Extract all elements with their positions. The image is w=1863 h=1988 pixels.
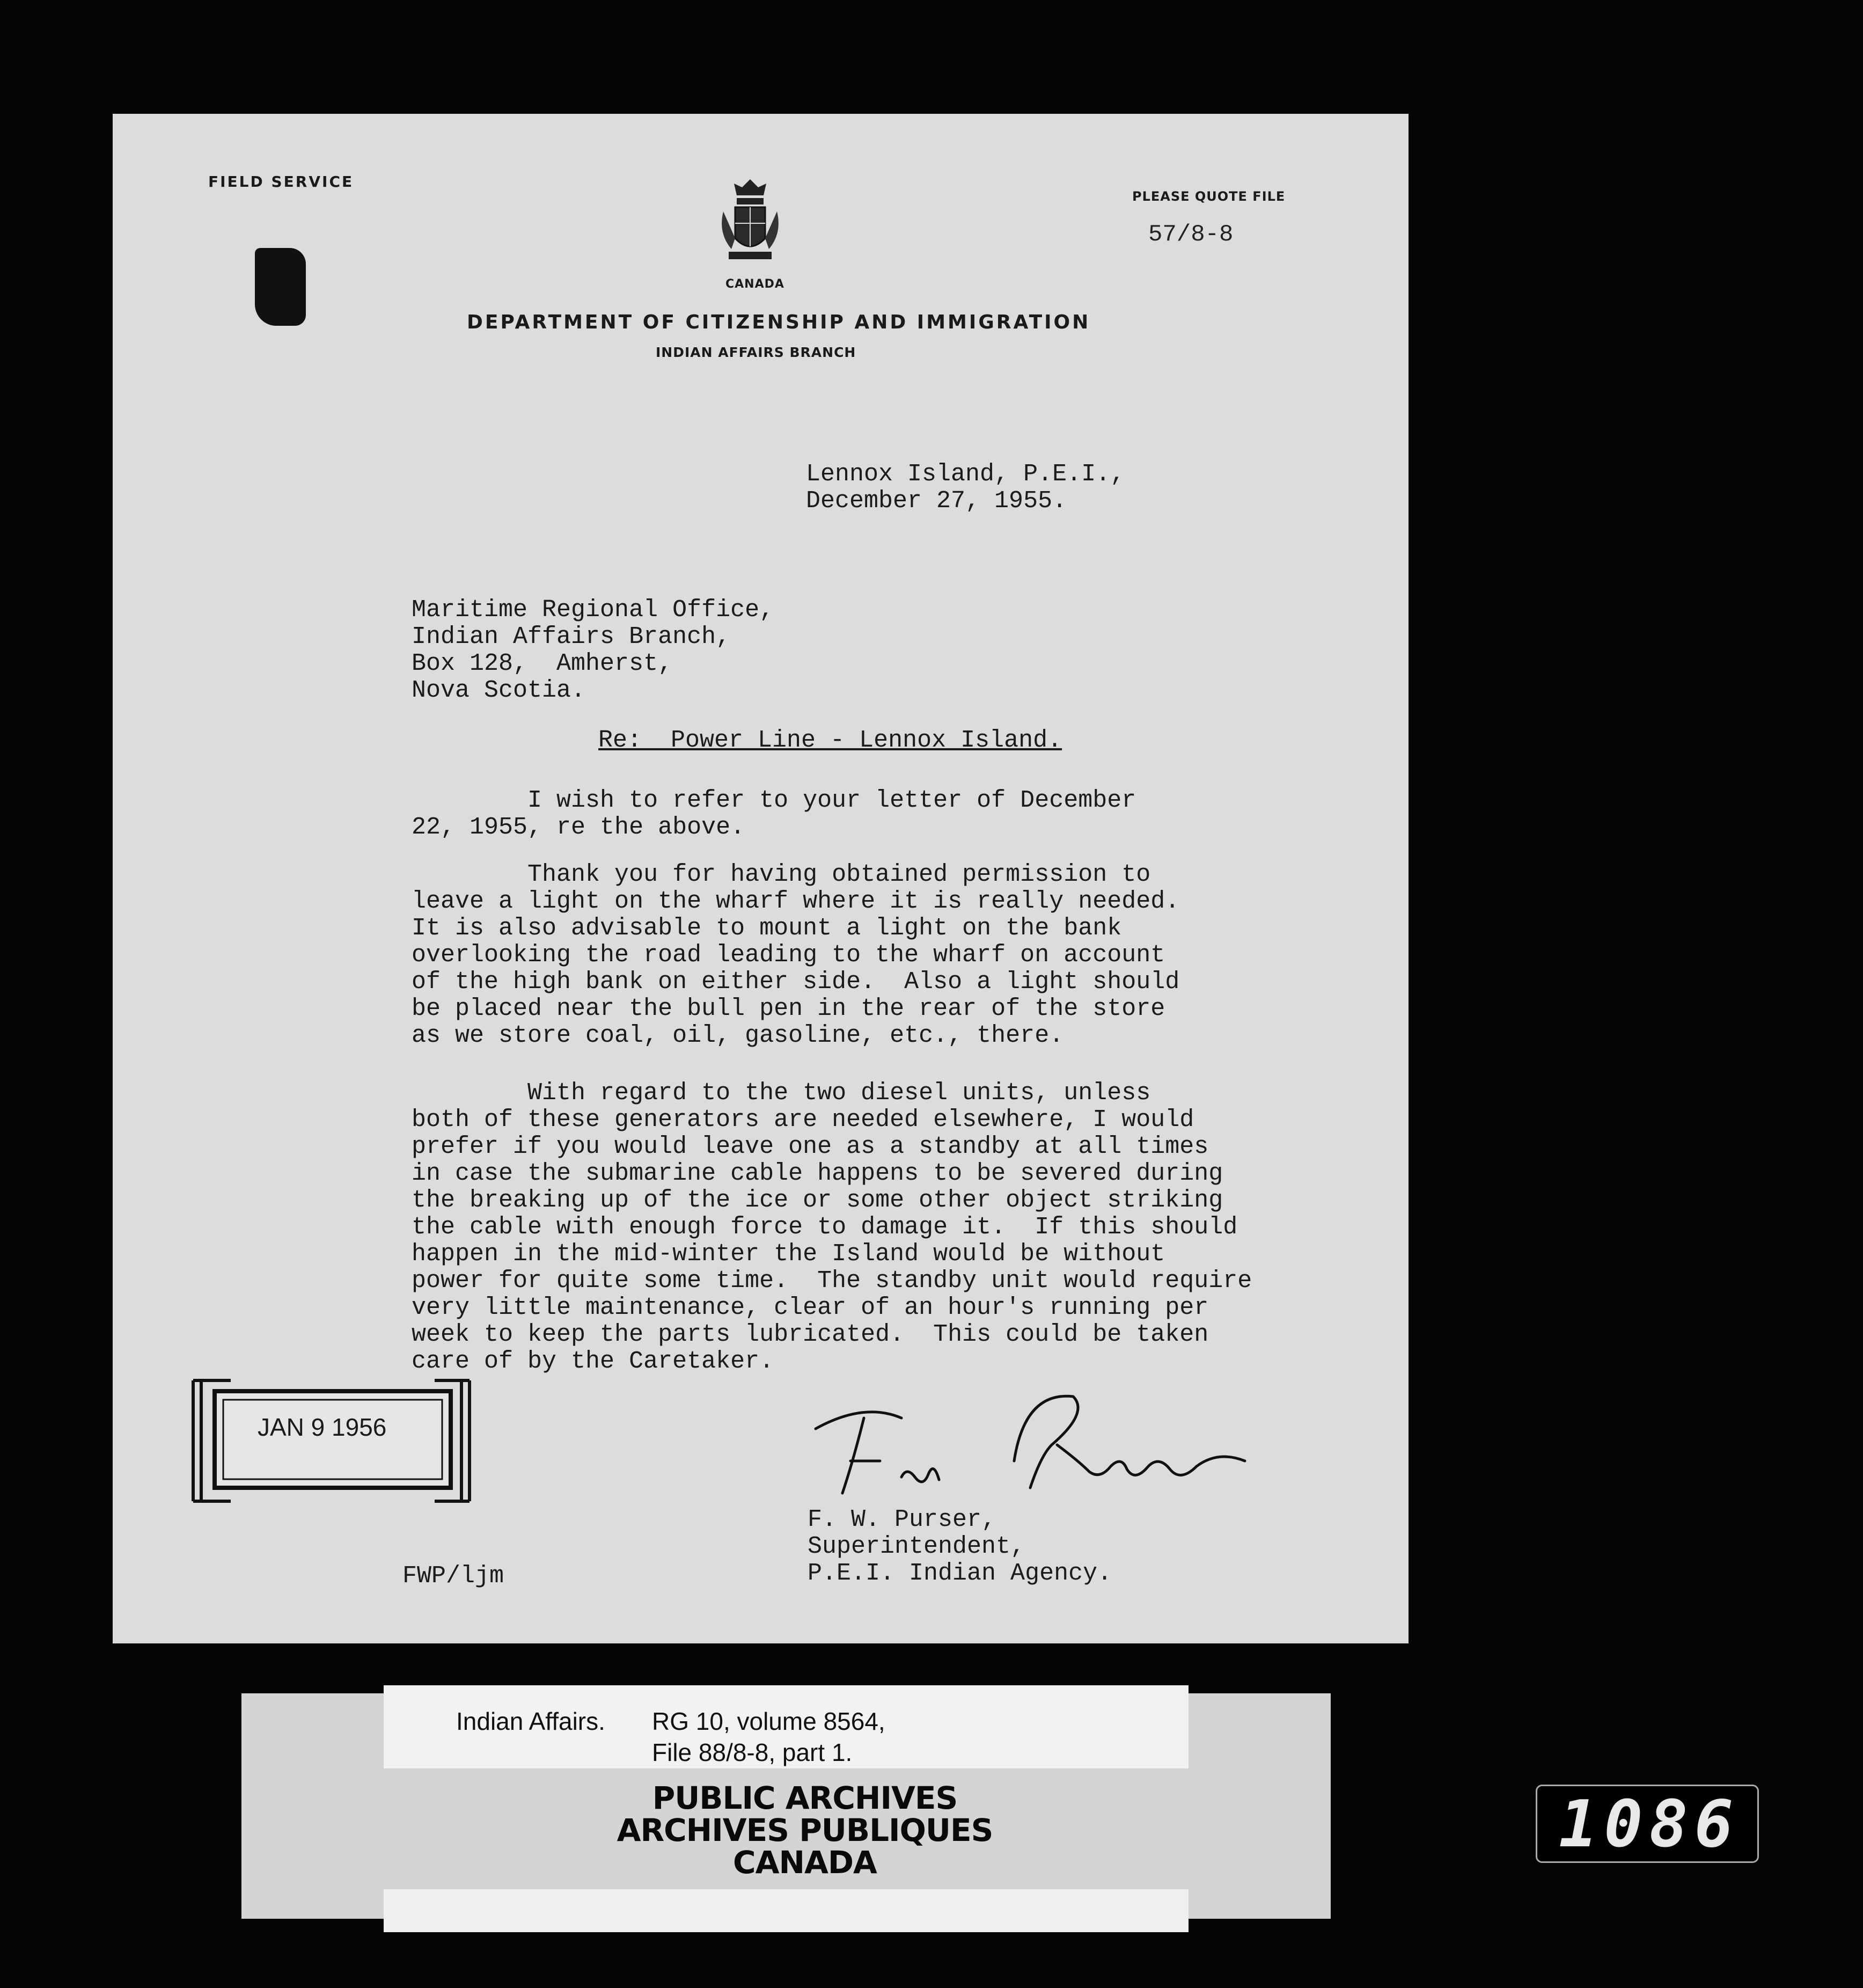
branch-name: INDIAN AFFAIRS BRANCH bbox=[656, 345, 856, 360]
typist-initials: FWP/ljm bbox=[402, 1562, 504, 1590]
recipient-address: Maritime Regional Office, Indian Affairs Branch, Box 128, Amherst, Nova Scotia. bbox=[412, 596, 774, 704]
field-service-label: FIELD SERVICE bbox=[208, 173, 354, 191]
subject-line: Re: Power Line - Lennox Island. bbox=[598, 727, 1062, 754]
body-paragraph-1: I wish to refer to your letter of December 22, 1955, re the above. bbox=[412, 787, 1136, 841]
handwritten-signature bbox=[800, 1380, 1272, 1509]
department-name: DEPARTMENT OF CITIZENSHIP AND IMMIGRATION bbox=[467, 311, 1091, 333]
frame-counter: 1086 bbox=[1559, 1787, 1740, 1862]
archive-record-group: RG 10, volume 8564, bbox=[652, 1707, 885, 1735]
please-quote-file-label: PLEASE QUOTE FILE bbox=[1132, 189, 1286, 204]
archive-file-reference: File 88/8-8, part 1. bbox=[652, 1738, 853, 1766]
archives-english: PUBLIC ARCHIVES bbox=[652, 1780, 958, 1816]
archive-organization: Indian Affairs. bbox=[456, 1707, 605, 1735]
crest-caption: CANADA bbox=[725, 277, 784, 291]
canada-coat-of-arms-icon bbox=[713, 174, 788, 271]
archive-bottom-strip bbox=[384, 1889, 1189, 1932]
signature-block: F. W. Purser, Superintendent, P.E.I. Indian Agency. bbox=[808, 1506, 1112, 1587]
received-date: JAN 9 1956 bbox=[258, 1413, 387, 1441]
archives-country: CANADA bbox=[733, 1844, 877, 1881]
file-number: 57/8-8 bbox=[1148, 221, 1234, 248]
body-paragraph-3: With regard to the two diesel units, unless both of these generators are needed elsewhere, I would prefer if you would leave one as a standby at all times in case the submarine cable happens to be severed during the breaking up of the ice or some other object striking the cable with enough force to damage it. If this should happen in the mid-winter the Island would be without power for quite some time. The standby unit would require very little maintenance, clear of an hour's running per week to keep the parts lubricated. This could be taken care of by the Caretaker. bbox=[412, 1079, 1252, 1375]
body-paragraph-2: Thank you for having obtained permission to leave a light on the wharf where it is really needed. It is also advisable to mount a light on the bank overlooking the road leading to the wharf on account of the high bank on either side. Also a light should be placed near the bull pen in the rear of the store as we store coal, oil, gasoline, etc., there. bbox=[412, 861, 1180, 1049]
letter-sheet bbox=[113, 114, 1409, 1643]
public-archives-title bbox=[510, 1782, 1100, 1879]
archives-french: ARCHIVES PUBLIQUES bbox=[617, 1812, 993, 1848]
punched-hole bbox=[255, 248, 306, 326]
place-and-date: Lennox Island, P.E.I., December 27, 1955. bbox=[806, 461, 1125, 515]
